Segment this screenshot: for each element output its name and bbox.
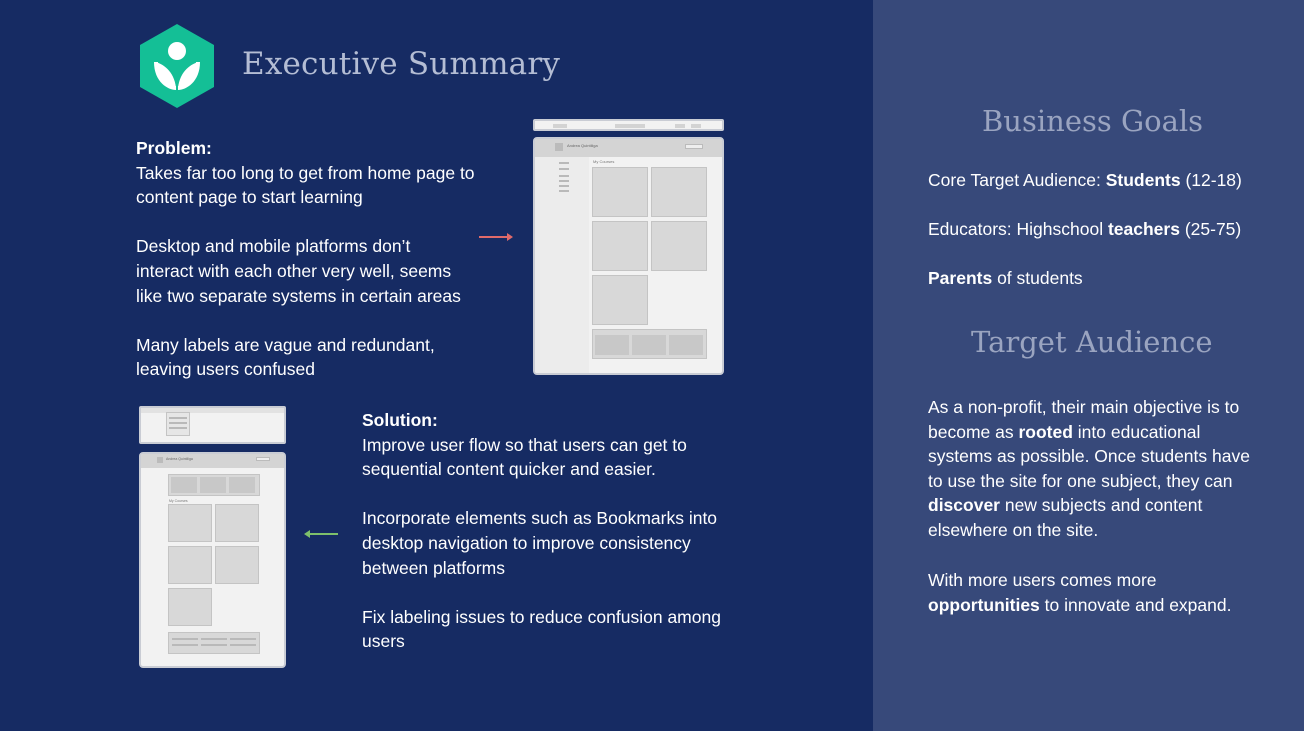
khan-academy-logo-icon <box>140 24 214 108</box>
solution-point-3: Fix labeling issues to reduce confusion among users <box>362 606 721 652</box>
solution-section <box>362 408 742 654</box>
mockup-before-app-name: Andrea Quintiliga <box>567 143 598 148</box>
solution-heading: Solution: <box>362 410 438 430</box>
mockup-after-app-name: Andrea Quintiliga <box>166 457 193 461</box>
business-goal-students: Core Target Audience: Students (12-18) <box>928 170 1242 190</box>
target-audience-paragraph-1: As a non-profit, their main objective is to become as rooted into educational systems as possible. Once students have to use the site for one subject, they can discover new subjects and content elsewhere on the site. <box>928 397 1250 540</box>
problem-section <box>136 136 496 382</box>
problem-point-3: Many labels are vague and redundant, leaving users confused <box>136 334 435 380</box>
solution-point-2: Incorporate elements such as Bookmarks into desktop navigation to improve consistency between platforms <box>362 508 718 578</box>
business-goal-educators: Educators: Highschool teachers (25-75) <box>928 219 1242 239</box>
problem-heading: Problem: <box>136 138 212 158</box>
problem-point-2: Desktop and mobile platforms don’t interact with each other very well, seems like two separate systems in certain areas <box>136 236 461 306</box>
arrow-left-icon <box>306 533 338 535</box>
target-audience-paragraph-2: With more users comes more opportunities to innovate and expand. <box>928 570 1232 615</box>
arrow-right-icon <box>479 236 511 238</box>
target-audience-heading: Target Audience <box>971 325 1213 359</box>
business-goals-heading: Business Goals <box>982 104 1204 138</box>
mockup-before <box>533 137 724 375</box>
mockup-after-topbar <box>139 406 286 444</box>
mockup-after <box>139 452 286 668</box>
mockup-before-topbar <box>533 119 724 131</box>
business-goal-parents: Parents of students <box>928 268 1083 288</box>
page-title: Executive Summary <box>242 46 561 82</box>
mockup-after-section-title: My Courses <box>169 499 188 503</box>
solution-point-1: Improve user flow so that users can get to sequential content quicker and easier. <box>362 434 687 480</box>
mockup-before-section-title: My Courses <box>593 159 615 164</box>
problem-point-1: Takes far too long to get from home page to content page to start learning <box>136 162 475 208</box>
